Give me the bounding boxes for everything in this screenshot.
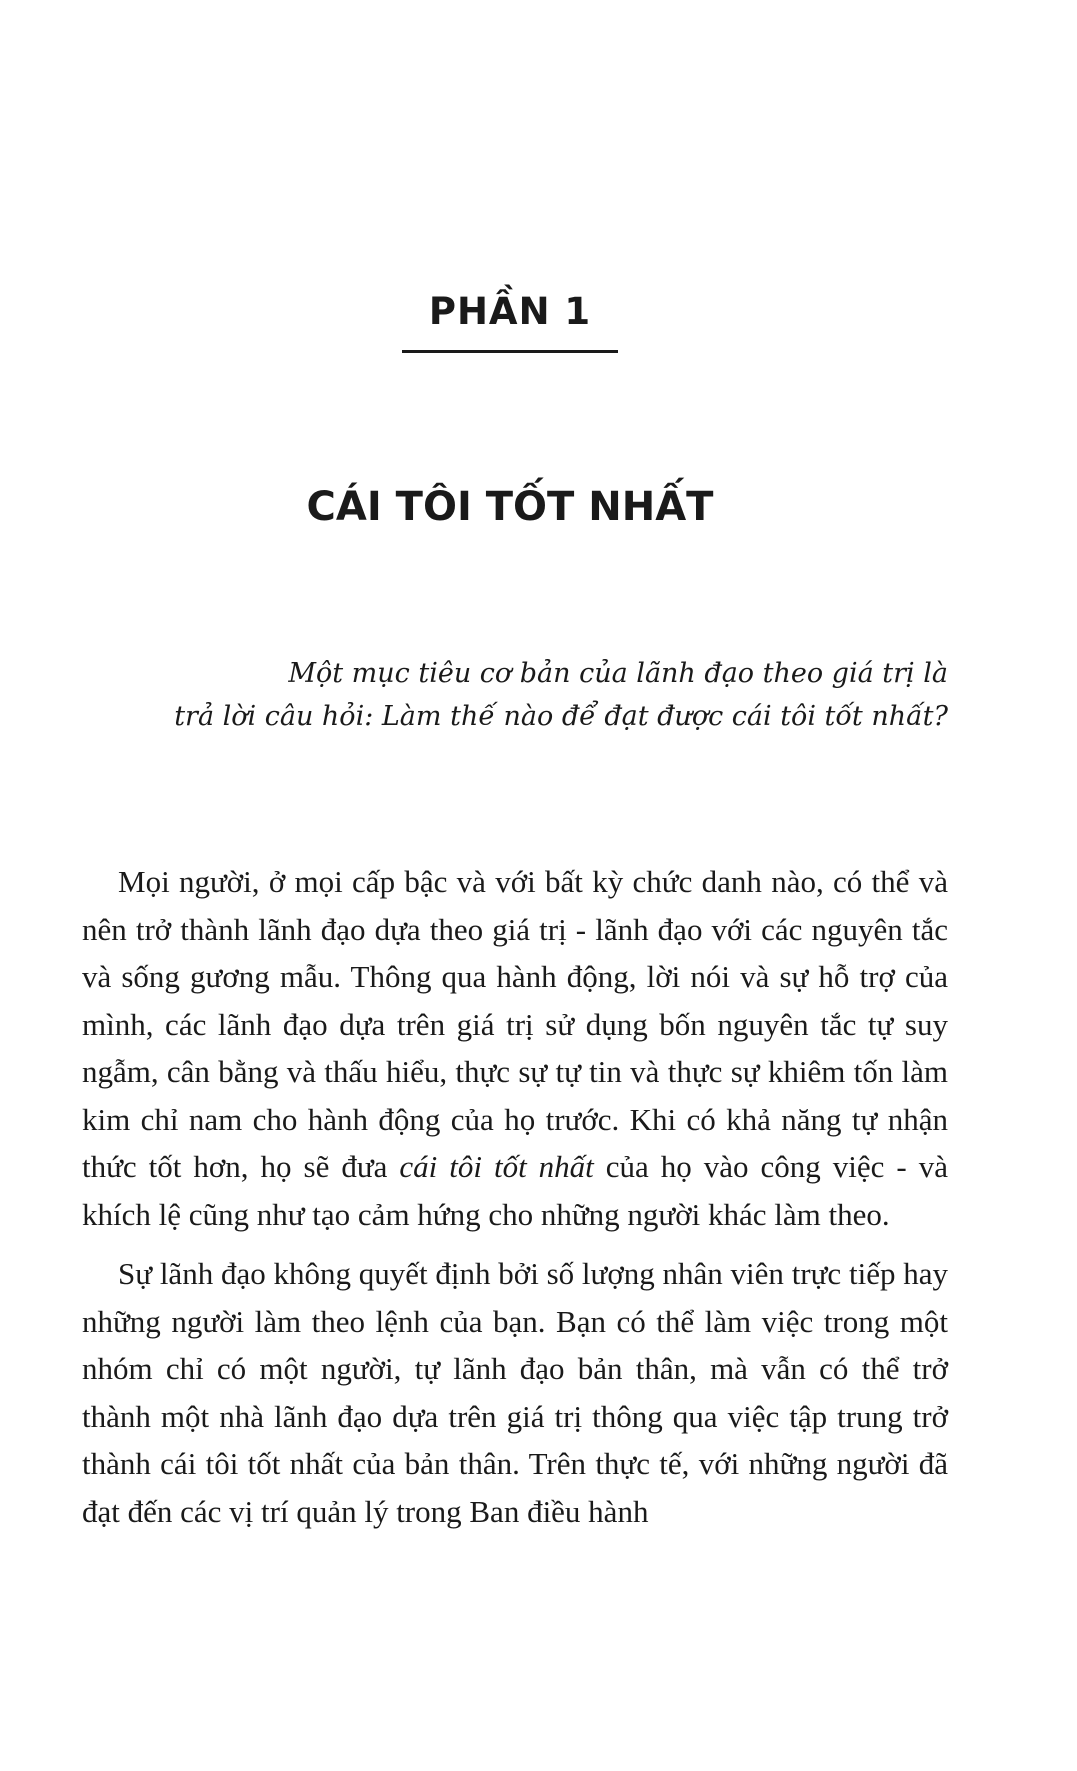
epigraph <box>100 652 948 738</box>
part-heading-underline <box>402 350 618 353</box>
chapter-title: CÁI TÔI TỐT NHẤT <box>306 484 714 530</box>
epigraph-line-2: trả lời câu hỏi: Làm thế nào để đạt được cái tôi tốt nhất? <box>174 701 948 732</box>
paragraph-1-emphasis: cái tôi tốt nhất <box>399 1149 594 1184</box>
epigraph-line-1: Một mục tiêu cơ bản của lãnh đạo theo giá trị là <box>288 658 948 689</box>
body-text <box>82 858 948 1547</box>
paragraph-1-part-2: của họ vào công việc - và khích lệ cũng như tạo cảm hứng cho những người khác làm theo. <box>82 1149 948 1232</box>
paragraph-2: Sự lãnh đạo không quyết định bởi số lượng nhân viên trực tiếp hay những người làm theo lệnh của bạn. Bạn có thể làm việc trong một nhóm chỉ có một người, tự lãnh đạo bản thân, mà vẫn có thể trở thành một nhà lãnh đạo dựa trên giá trị thông qua việc tập trung trở thành cái tôi tốt nhất của bản thân. Trên thực tế, với những người đã đạt đến các vị trí quản lý trong Ban điều hành <box>82 1256 948 1529</box>
paragraph-1 <box>82 858 948 1238</box>
paragraph-1-part-1: Mọi người, ở mọi cấp bậc và với bất kỳ chức danh nào, có thể và nên trở thành lãnh đạo dựa theo giá trị - lãnh đạo với các nguyên tắc và sống gương mẫu. Thông qua hành động, lời nói và sự hỗ trợ của mình, các lãnh đạo dựa trên giá trị sử dụng bốn nguyên tắc tự suy ngẫm, cân bằng và thấu hiểu, thực sự tự tin và thực sự khiêm tốn làm kim chỉ nam cho hành động của họ trước. Khi có khả năng tự nhận thức tốt hơn, họ sẽ đưa <box>82 864 948 1184</box>
part-heading: PHẦN 1 <box>428 290 592 333</box>
